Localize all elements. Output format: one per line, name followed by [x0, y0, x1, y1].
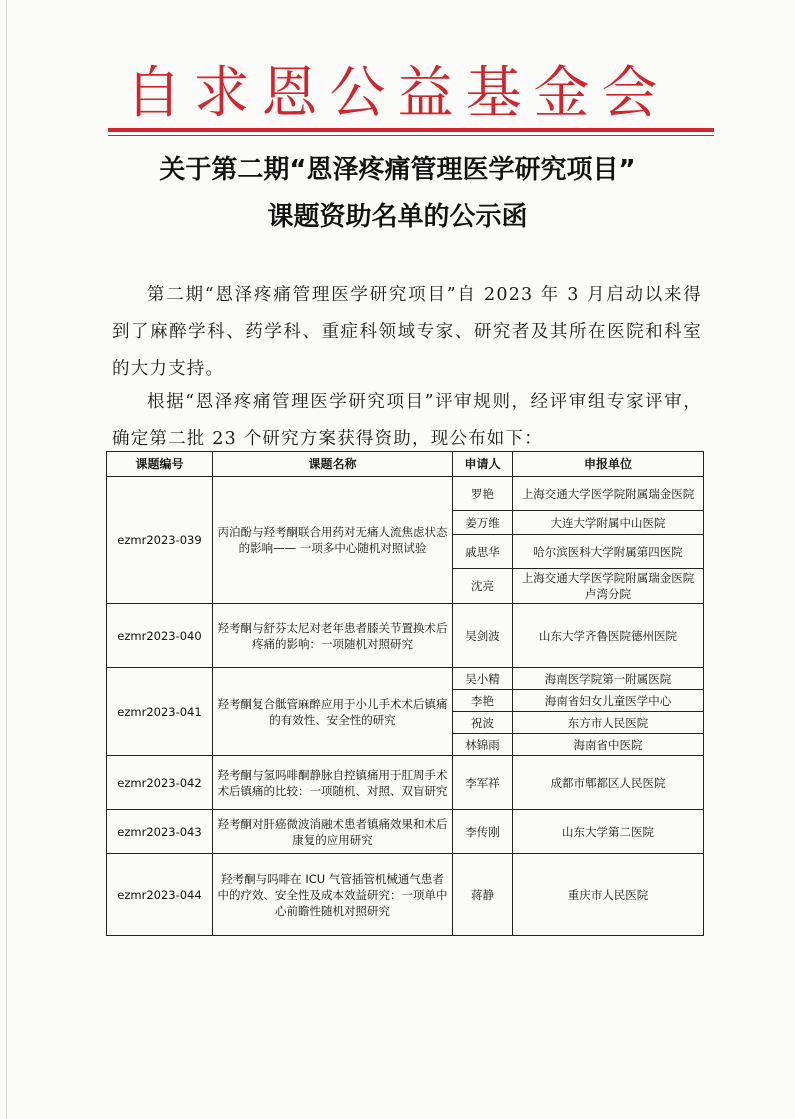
applicant-cell: 吴小精: [453, 668, 513, 690]
unit-cell: 东方市人民医院: [513, 712, 704, 734]
applicant-cell: 李传刚: [453, 810, 513, 854]
unit-cell: 成都市郫都区人民医院: [513, 756, 704, 810]
table-row: [107, 810, 704, 854]
header-project-id: 课题编号: [107, 452, 213, 477]
project-name-cell: 羟考酮与氢吗啡酮静脉自控镇痛用于肛周手术术后镇痛的比较：一项随机、对照、双盲研究: [213, 756, 453, 810]
unit-cell: 海南省妇女儿童医学中心: [513, 690, 704, 712]
project-id-cell: ezmr2023-040: [107, 604, 213, 668]
grant-list-table: [106, 451, 704, 936]
project-id-cell: ezmr2023-039: [107, 477, 213, 604]
header-project-name: 课题名称: [213, 452, 453, 477]
applicant-cell: 戚思华: [453, 535, 513, 569]
unit-cell: 上海交通大学医学院附属瑞金医院卢湾分院: [513, 569, 704, 604]
applicant-cell: 沈亮: [453, 569, 513, 604]
table-body: [107, 477, 704, 936]
project-name-cell: 羟考酮对肝癌微波消融术患者镇痛效果和术后康复的应用研究: [213, 810, 453, 854]
project-name-cell: 丙泊酚与羟考酮联合用药对无痛人流焦虑状态的影响—— 一项多中心随机对照试验: [213, 477, 453, 604]
unit-cell: 海南省中医院: [513, 734, 704, 756]
project-id-cell: ezmr2023-044: [107, 854, 213, 936]
header-unit: 申报单位: [513, 452, 704, 477]
document-title-line-2: 课题资助名单的公示函: [267, 202, 528, 232]
applicant-cell: 祝波: [453, 712, 513, 734]
unit-cell: 大连大学附属中山医院: [513, 511, 704, 535]
project-name-cell: 羟考酮与舒芬太尼对老年患者膝关节置换术后疼痛的影响：一项随机对照研究: [213, 604, 453, 668]
letterhead-rule-thin: [108, 135, 714, 136]
applicant-cell: 罗艳: [453, 477, 513, 511]
applicant-cell: 蒋静: [453, 854, 513, 936]
applicant-cell: 林锦雨: [453, 734, 513, 756]
unit-cell: 山东大学第二医院: [513, 810, 704, 854]
applicant-cell: 李艳: [453, 690, 513, 712]
body-paragraph-2: 根据“恩泽疼痛管理医学研究项目”评审规则，经评审组专家评审，确定第二批 23 个研究方案获得资助，现公布如下：: [112, 392, 702, 449]
table-row: [107, 604, 704, 668]
project-id-cell: ezmr2023-043: [107, 810, 213, 854]
unit-cell: 山东大学齐鲁医院德州医院: [513, 604, 704, 668]
project-name-cell: 羟考酮与吗啡在 ICU 气管插管机械通气患者中的疗效、安全性及成本效益研究：一项单中心前瞻性随机对照研究: [213, 854, 453, 936]
project-id-cell: ezmr2023-042: [107, 756, 213, 810]
unit-cell: 哈尔滨医科大学附属第四医院: [513, 535, 704, 569]
table-header-row: [107, 452, 704, 477]
body-paragraph-1: 第二期“恩泽疼痛管理医学研究项目”自 2023 年 3 月启动以来得到了麻醉学科、药学科、重症科领域专家、研究者及其所在医院和科室的大力支持。: [112, 285, 702, 379]
unit-cell: 上海交通大学医学院附属瑞金医院: [513, 477, 704, 511]
applicant-cell: 姜万维: [453, 511, 513, 535]
unit-cell: 海南医学院第一附属医院: [513, 668, 704, 690]
letterhead-rule-thick: [108, 128, 714, 132]
applicant-cell: 吴剑波: [453, 604, 513, 668]
table-row: [107, 756, 704, 810]
applicant-cell: 李军祥: [453, 756, 513, 810]
document-title-line-1: 关于第二期“恩泽疼痛管理医学研究项目”: [159, 155, 636, 185]
project-name-cell: 羟考酮复合骶管麻醉应用于小儿手术术后镇痛的有效性、安全性的研究: [213, 668, 453, 756]
unit-cell: 重庆市人民医院: [513, 854, 704, 936]
table-row: [107, 854, 704, 936]
project-id-cell: ezmr2023-041: [107, 668, 213, 756]
table-row: [107, 668, 704, 690]
letterhead-org-name: 自求恩公益基金会: [125, 61, 670, 126]
table-row: [107, 477, 704, 511]
header-applicant: 申请人: [453, 452, 513, 477]
